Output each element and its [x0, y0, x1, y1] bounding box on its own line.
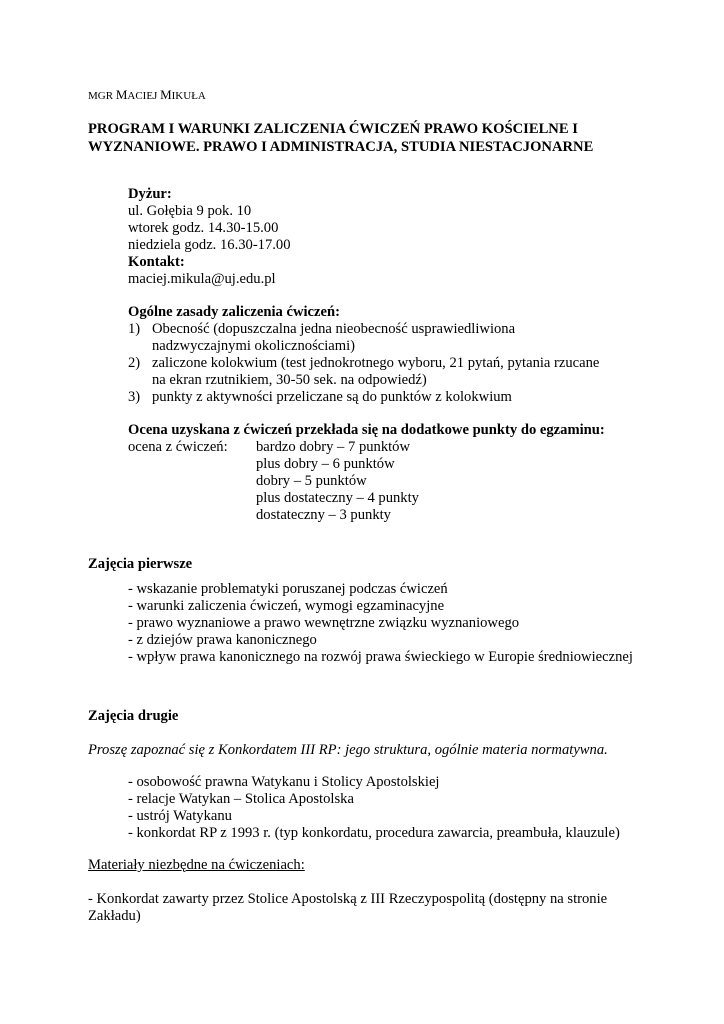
contact-heading: Kontakt: [128, 254, 185, 270]
rules-heading: Ogólne zasady zaliczenia ćwiczeń: [128, 304, 340, 320]
duty-sunday: niedziela godz. 16.30-17.00 [128, 237, 291, 253]
duty-section [128, 186, 291, 288]
list-item: - warunki zaliczenia ćwiczeń, wymogi egzaminacyjne [128, 598, 445, 614]
class2-intro: Proszę zapoznać się z Konkordatem III RP: jego struktura, ogólnie materia normatywna. [88, 742, 608, 758]
list-item: - konkordat RP z 1993 r. (typ konkordatu, procedura zawarcia, preambuła, klauzule) [128, 825, 620, 841]
duty-heading: Dyżur: [128, 186, 172, 202]
list-item: - ustrój Watykanu [128, 808, 232, 824]
class2-heading: Zajęcia drugie [88, 708, 179, 724]
duty-tuesday: wtorek godz. 14.30-15.00 [128, 220, 279, 236]
materials-heading: Materiały niezbędne na ćwiczeniach: [88, 857, 305, 873]
contact-email: maciej.mikula@uj.edu.pl [128, 271, 276, 287]
list-item: - relacje Watykan – Stolica Apostolska [128, 791, 354, 807]
grade-item: dostateczny – 3 punkty [256, 507, 391, 523]
grade-item: plus dobry – 6 punktów [256, 456, 395, 472]
grade-item: bardzo dobry – 7 punktów [256, 439, 411, 455]
list-item: 3) punkty z aktywności przeliczane są do punktów z kolokwium [128, 389, 512, 405]
grades-heading: Ocena uzyskana z ćwiczeń przekłada się na dodatkowe punkty do egzaminu: [128, 422, 605, 438]
class2-list [128, 774, 620, 842]
class1-list [128, 581, 633, 666]
list-item: - wskazanie problematyki poruszanej podczas ćwiczeń [128, 581, 448, 597]
grade-item: plus dostateczny – 4 punkty [256, 490, 419, 506]
list-item: 2) zaliczone kolokwium (test jednokrotnego wyboru, 21 pytań, pytania rzucane na ekran rzutnikiem, 30-50 sek. na odpowiedź) [128, 355, 600, 388]
author-name: MGR MACIEJ MIKUŁA [88, 87, 206, 102]
list-item: - wpływ prawa kanonicznego na rozwój prawa świeckiego w Europie średniowiecznej [128, 649, 633, 665]
list-item: - osobowość prawna Watykanu i Stolicy Apostolskiej [128, 774, 440, 790]
materials-item: - Konkordat zawarty przez Stolice Apostolską z III Rzeczypospolitą (dostępny na stronie Zakładu) [88, 891, 608, 924]
grades-section [128, 422, 605, 524]
list-item: - z dziejów prawa kanonicznego [128, 632, 317, 648]
class1-heading: Zajęcia pierwsze [88, 556, 193, 572]
rules-list [110, 321, 599, 406]
rules-section [128, 304, 599, 406]
duty-address: ul. Gołębia 9 pok. 10 [128, 203, 252, 219]
grades-label: ocena z ćwiczeń: [128, 439, 228, 455]
list-item: - prawo wyznaniowe a prawo wewnętrzne związku wyznaniowego [128, 615, 520, 631]
title-line-1: PROGRAM I WARUNKI ZALICZENIA ĆWICZEŃ PRAWO KOŚCIELNE I [88, 121, 578, 137]
document-title [88, 120, 648, 156]
grade-item: dobry – 5 punktów [256, 473, 367, 489]
list-item: 1) Obecność (dopuszczalna jedna nieobecność usprawiedliwiona nadzwyczajnymi okolicznościami) [128, 321, 516, 354]
title-line-2: WYZNANIOWE. PRAWO I ADMINISTRACJA, STUDIA NIESTACJONARNE [88, 139, 594, 155]
